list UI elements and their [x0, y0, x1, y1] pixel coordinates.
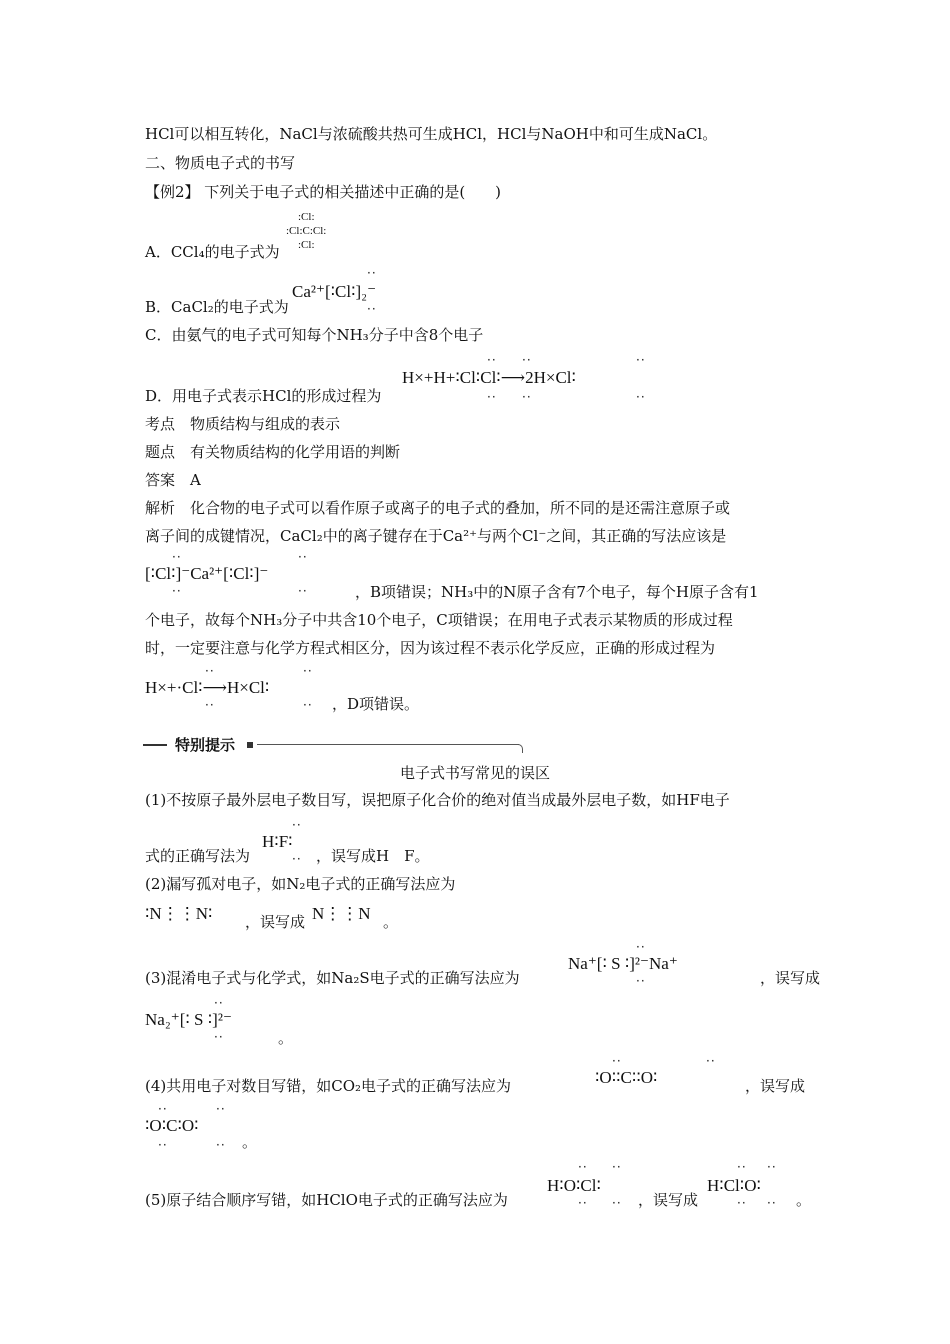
tip-item: (2)漏写孤对电子，如N₂电子式的正确写法应为	[145, 875, 456, 893]
electron-dots: ··	[706, 1054, 716, 1068]
tip-item: 。	[383, 913, 399, 931]
tip-item: (1)不按原子最外层电子数目写，误把原子化合价的绝对值当成最外层电子数，如HF电子	[145, 791, 730, 809]
electron-dots: ··	[214, 996, 224, 1010]
cacl2-correct-formula: [∶Cl∶]⁻Ca²⁺[∶Cl∶]⁻	[145, 564, 269, 583]
n2-correct-formula: ∶N⋮⋮N∶	[145, 904, 213, 923]
electron-dots: ··	[767, 1160, 777, 1174]
electron-dots: ··	[303, 698, 313, 712]
electron-dots: ··	[487, 353, 497, 367]
tip-item: ，误写成H F。	[316, 847, 430, 865]
tip-item: 。	[796, 1191, 812, 1209]
electron-dots: ··	[158, 1138, 168, 1152]
hcl-correct-formation: H×+·Cl∶⟶H×Cl∶	[145, 678, 270, 697]
electron-dots: ··	[292, 818, 302, 832]
tip-item: 式的正确写法为	[145, 847, 251, 865]
hf-formula: H∶F∶	[262, 832, 293, 851]
tip-title: 电子式书写常见的误区	[399, 764, 550, 782]
electron-dots: ··	[172, 584, 182, 598]
electron-dots: ··	[636, 940, 646, 954]
co2-correct-formula: ∶O∶∶C∶∶O∶	[595, 1068, 658, 1087]
electron-dots: ··	[216, 1102, 226, 1116]
section-heading: 二、物质电子式的书写	[145, 154, 296, 172]
electron-dots: ··	[487, 390, 497, 404]
analysis-line: 个电子，故每个NH₃分子中共含10个电子，C项错误；在用电子式表示某物质的形成过程	[145, 611, 733, 629]
electron-dots: ··	[612, 1054, 622, 1068]
analysis-line: 解析 化合物的电子式可以看作原子或离子的电子式的叠加，所不同的是还需注意原子或	[145, 499, 731, 517]
electron-dots: ··	[737, 1196, 747, 1210]
ccl4-formula-mid: :Cl:C:Cl:	[286, 225, 327, 237]
electron-dots: ··	[612, 1196, 622, 1210]
electron-dots: ··	[636, 353, 646, 367]
tidian: 题点 有关物质结构的化学用语的判断	[145, 443, 401, 461]
electron-dots: ··	[303, 664, 313, 678]
electron-dots: ··	[205, 698, 215, 712]
na2s-wrong-formula: Na₂⁺[∶ S ∶]²⁻	[145, 1010, 232, 1029]
ccl4-formula-bot: :Cl:	[298, 239, 315, 251]
kaodian: 考点 物质结构与组成的表示	[145, 415, 341, 433]
electron-dots: ··	[522, 390, 532, 404]
n2-wrong-formula: N⋮⋮N	[312, 904, 371, 923]
analysis-line: 时，一定要注意与化学方程式相区分，因为该过程不表示化学反应，正确的形成过程为	[145, 639, 716, 657]
tip-item: ，误写成	[745, 1077, 806, 1095]
electron-dots: ··	[612, 1160, 622, 1174]
analysis-line: ，B项错误；NH₃中的N原子含有7个电子，每个H原子含有1	[355, 583, 759, 601]
electron-dots: ··	[216, 1138, 226, 1152]
hcl-formation-formula: H×+H+∶Cl∶Cl∶⟶2H×Cl∶	[402, 368, 576, 387]
hclo-correct-formula: H∶O∶Cl∶	[547, 1176, 601, 1195]
electron-dots: ··	[767, 1196, 777, 1210]
analysis-line: ，D项错误。	[332, 695, 420, 713]
electron-dots: ··	[292, 852, 302, 866]
option-c: C．由氨气的电子式可知每个NH₃分子中含8个电子	[145, 326, 484, 344]
electron-dots: ··	[172, 550, 182, 564]
electron-dots: ··	[298, 550, 308, 564]
electron-dots: ··	[636, 390, 646, 404]
electron-dots: ··	[737, 1160, 747, 1174]
tip-item: (4)共用电子对数目写错，如CO₂电子式的正确写法应为	[145, 1077, 512, 1095]
co2-wrong-formula: ∶O∶C∶O∶	[145, 1116, 199, 1135]
electron-dots: ··	[578, 1160, 588, 1174]
option-a: A．CCl₄的电子式为	[145, 243, 280, 261]
ccl4-formula-top: :Cl:	[298, 211, 315, 223]
tip-item: 。	[278, 1029, 294, 1047]
na2s-correct-formula: Na⁺[∶ S ∶]²⁻Na⁺	[568, 954, 678, 973]
tip-item: ，误写成	[245, 913, 306, 931]
hclo-wrong-formula: H∶Cl∶O∶	[707, 1176, 761, 1195]
electron-dots: ··	[298, 584, 308, 598]
tip-header	[143, 738, 523, 752]
analysis-line: 离子间的成键情况，CaCl₂中的离子键存在于Ca²⁺与两个Cl⁻之间，其正确的写法应该是	[145, 527, 727, 545]
electron-dots: ··	[578, 1196, 588, 1210]
answer: 答案 A	[145, 471, 201, 489]
example-question: 【例2】 下列关于电子式的相关描述中正确的是( )	[145, 183, 502, 201]
electron-dots: ··	[158, 1102, 168, 1116]
tip-item: ，误写成	[760, 969, 821, 987]
electron-dots: ··	[522, 353, 532, 367]
tip-item: (5)原子结合顺序写错，如HClO电子式的正确写法应为	[145, 1191, 508, 1209]
cacl2-formula: Ca²⁺[∶Cl∶]₂⁻	[292, 282, 377, 301]
electron-dots: ··	[205, 664, 215, 678]
electron-dots: ··	[367, 266, 377, 280]
tip-item: 。	[242, 1133, 258, 1151]
option-d: D．用电子式表示HCl的形成过程为	[145, 387, 382, 405]
tip-item: ，误写成	[638, 1191, 699, 1209]
electron-dots: ··	[367, 302, 377, 316]
electron-dots: ··	[214, 1030, 224, 1044]
tip-item: (3)混淆电子式与化学式，如Na₂S电子式的正确写法应为	[145, 969, 520, 987]
tip-label: 特别提示	[175, 736, 236, 754]
electron-dots: ··	[636, 974, 646, 988]
text-line: HCl可以相互转化，NaCl与浓硫酸共热可生成HCl，HCl与NaOH中和可生成NaCl。	[145, 125, 718, 143]
option-b: B．CaCl₂的电子式为	[145, 298, 289, 316]
